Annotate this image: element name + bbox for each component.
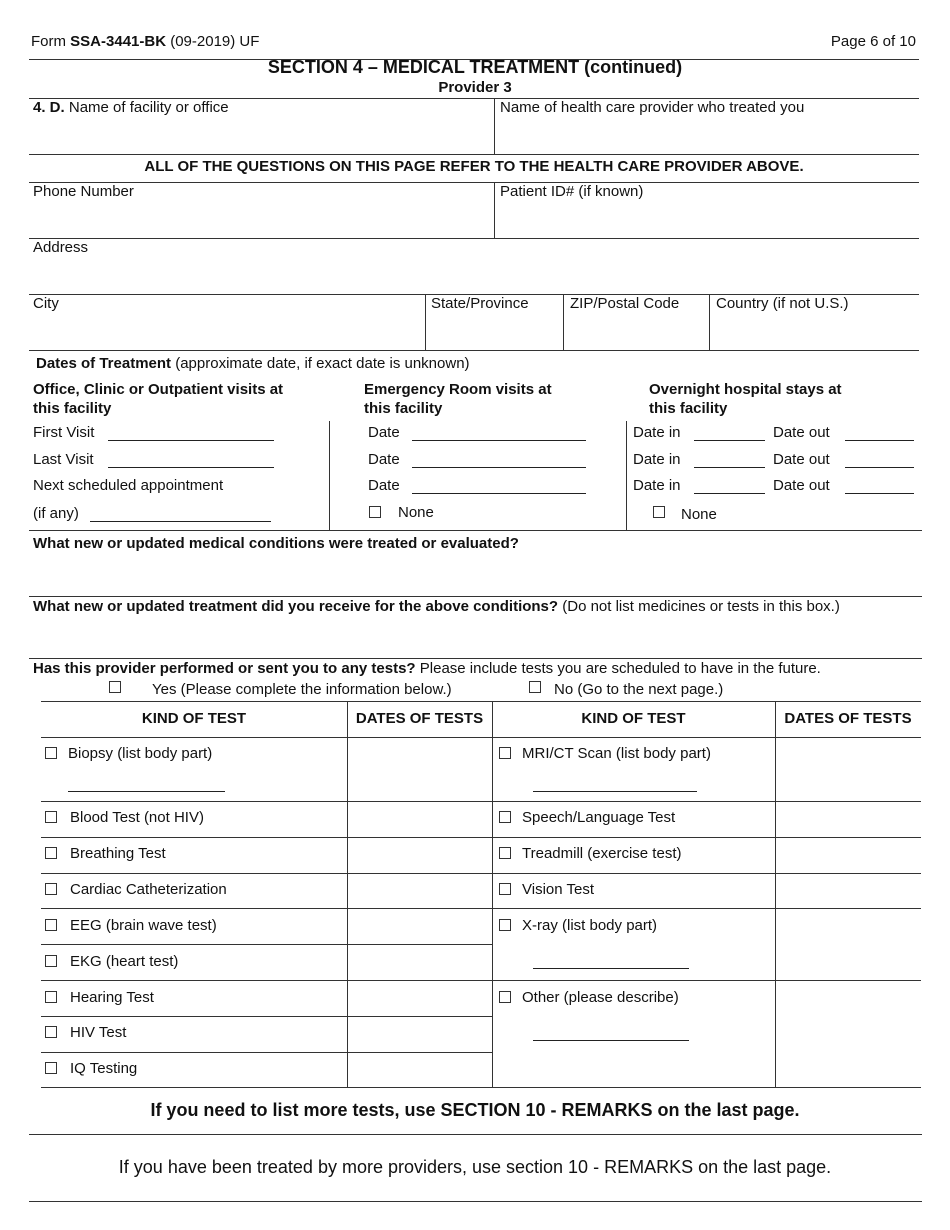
address-input[interactable] (33, 258, 913, 292)
tests-no-checkbox[interactable] (529, 681, 541, 693)
table-rule (41, 908, 492, 909)
eeg-checkbox[interactable] (45, 919, 57, 931)
divider (29, 530, 922, 531)
er-date-label: Date (368, 477, 400, 494)
xray-body-part-input[interactable] (533, 955, 689, 969)
other-test-checkbox[interactable] (499, 991, 511, 1003)
iq-testing-checkbox[interactable] (45, 1062, 57, 1074)
hearing-test-checkbox[interactable] (45, 991, 57, 1003)
date-out-input[interactable] (845, 454, 914, 468)
date-out-label: Date out (773, 477, 830, 494)
conditions-input[interactable] (33, 556, 918, 594)
office-visits-heading: Office, Clinic or Outpatient visits at this facility (33, 381, 284, 417)
date-in-label: Date in (633, 477, 681, 494)
hiv-test-checkbox[interactable] (45, 1026, 57, 1038)
test-label-hiv: HIV Test (70, 1024, 127, 1041)
breathing-test-dates-input[interactable] (349, 839, 490, 871)
facility-name-input[interactable] (33, 118, 488, 152)
if-any-label: (if any) (33, 505, 79, 522)
facility-name-label: 4. D. Name of facility or office (33, 99, 229, 116)
divider (626, 421, 627, 530)
kind-of-test-header: KIND OF TEST (141, 710, 247, 727)
dates-of-tests-header: DATES OF TESTS (355, 710, 484, 727)
notice-text: ALL OF THE QUESTIONS ON THIS PAGE REFER TO THE HEALTH CARE PROVIDER ABOVE. (144, 158, 804, 175)
more-tests-note: If you need to list more tests, use SECTION 10 - REMARKS on the last page. (150, 1100, 800, 1120)
divider (494, 98, 495, 154)
xray-dates-input[interactable] (777, 910, 919, 978)
divider (329, 421, 330, 530)
mri-dates-input[interactable] (777, 739, 919, 799)
blood-test-checkbox[interactable] (45, 811, 57, 823)
blood-test-dates-input[interactable] (349, 803, 490, 835)
table-rule (492, 801, 921, 802)
tests-yes-label: Yes (Please complete the information below.) (152, 681, 452, 698)
test-label-treadmill: Treadmill (exercise test) (522, 845, 682, 862)
er-date-input[interactable] (412, 427, 586, 441)
xray-checkbox[interactable] (499, 919, 511, 931)
next-appointment-input[interactable] (90, 508, 271, 522)
test-label-hearing: Hearing Test (70, 989, 154, 1006)
mri-ct-checkbox[interactable] (499, 747, 511, 759)
overnight-heading: Overnight hospital stays at this facility (649, 381, 842, 417)
eeg-dates-input[interactable] (349, 910, 490, 942)
overnight-none-label: None (681, 506, 717, 523)
test-label-vision: Vision Test (522, 881, 594, 898)
ekg-checkbox[interactable] (45, 955, 57, 967)
test-label-speech: Speech/Language Test (522, 809, 676, 826)
table-rule (41, 944, 492, 945)
er-date-input[interactable] (412, 454, 586, 468)
date-out-label: Date out (773, 451, 830, 468)
mri-body-part-input[interactable] (533, 778, 697, 792)
first-visit-input[interactable] (108, 427, 274, 441)
page-number: Page 6 of 10 (830, 33, 916, 50)
table-rule (41, 701, 921, 702)
test-label-biopsy: Biopsy (list body part) (68, 745, 213, 762)
more-providers-note: If you have been treated by more providers, use section 10 - REMARKS on the last page. (118, 1157, 832, 1177)
top-rule (29, 59, 919, 60)
table-rule (492, 701, 493, 1087)
divider (29, 658, 922, 659)
zip-input[interactable] (570, 314, 704, 348)
address-label: Address (33, 239, 89, 256)
speech-test-checkbox[interactable] (499, 811, 511, 823)
table-rule (41, 837, 492, 838)
table-rule (41, 1087, 921, 1088)
provider-name-label: Name of health care provider who treated you (500, 99, 805, 116)
divider (29, 154, 919, 155)
tests-yes-checkbox[interactable] (109, 681, 121, 693)
test-label-eeg: EEG (brain wave test) (70, 917, 217, 934)
date-out-input[interactable] (845, 480, 914, 494)
last-visit-label: Last Visit (33, 451, 94, 468)
table-rule (347, 701, 348, 1087)
test-label-blood: Blood Test (not HIV) (70, 809, 204, 826)
country-input[interactable] (716, 314, 914, 348)
date-in-label: Date in (633, 424, 681, 441)
table-rule (492, 873, 921, 874)
cardiac-cath-dates-input[interactable] (349, 875, 490, 907)
divider (29, 182, 919, 183)
table-rule (492, 980, 921, 981)
er-none-label: None (398, 504, 434, 521)
patient-id-input[interactable] (500, 202, 915, 236)
biopsy-dates-input[interactable] (349, 739, 490, 799)
vision-test-checkbox[interactable] (499, 883, 511, 895)
overnight-none-checkbox[interactable] (653, 506, 665, 518)
conditions-question: What new or updated medical conditions were treated or evaluated? (33, 535, 519, 552)
test-label-cardiac: Cardiac Catheterization (70, 881, 227, 898)
dates-title: Dates of Treatment (approximate date, if exact date is unknown) (36, 355, 470, 372)
date-out-input[interactable] (845, 427, 914, 441)
ekg-dates-input[interactable] (349, 946, 490, 978)
divider (494, 182, 495, 238)
patient-id-label: Patient ID# (if known) (500, 183, 644, 200)
treadmill-checkbox[interactable] (499, 847, 511, 859)
divider (29, 350, 919, 351)
first-visit-label: First Visit (33, 424, 95, 441)
table-rule (41, 1016, 492, 1017)
other-test-dates-input[interactable] (777, 982, 919, 1085)
biopsy-checkbox[interactable] (45, 747, 57, 759)
er-date-label: Date (368, 424, 400, 441)
hiv-test-dates-input[interactable] (349, 1018, 490, 1050)
treatment-input[interactable] (33, 619, 918, 656)
phone-input[interactable] (33, 202, 488, 236)
hearing-test-dates-input[interactable] (349, 982, 490, 1014)
table-rule (492, 908, 921, 909)
section-title: SECTION 4 – MEDICAL TREATMENT (continued) (267, 57, 683, 77)
table-rule (41, 873, 492, 874)
date-in-input[interactable] (694, 454, 765, 468)
tests-question: Has this provider performed or sent you to any tests? Please include tests you are scheduled to have in the future. (33, 660, 821, 677)
test-label-iq: IQ Testing (70, 1060, 138, 1077)
city-input[interactable] (33, 314, 418, 348)
zip-label: ZIP/Postal Code (570, 295, 680, 312)
divider (29, 238, 919, 239)
divider (425, 294, 426, 350)
table-rule (41, 801, 492, 802)
divider (29, 596, 922, 597)
state-label: State/Province (431, 295, 529, 312)
city-label: City (33, 295, 59, 312)
table-rule (41, 980, 492, 981)
iq-testing-dates-input[interactable] (349, 1054, 490, 1085)
treadmill-dates-input[interactable] (777, 839, 919, 871)
test-label-xray: X-ray (list body part) (522, 917, 658, 934)
dates-of-tests-header: DATES OF TESTS (784, 710, 912, 727)
test-label-breathing: Breathing Test (70, 845, 166, 862)
last-visit-input[interactable] (108, 454, 274, 468)
treatment-question: What new or updated treatment did you receive for the above conditions? (Do not list medicines or tests in this box.) (33, 598, 840, 615)
table-rule (492, 837, 921, 838)
test-label-mri: MRI/CT Scan (list body part) (522, 745, 711, 762)
table-rule (41, 737, 921, 738)
date-in-label: Date in (633, 451, 681, 468)
other-test-description-input[interactable] (533, 1027, 689, 1041)
country-label: Country (if not U.S.) (716, 295, 849, 312)
er-visits-heading: Emergency Room visits at this facility (364, 381, 552, 417)
date-in-input[interactable] (694, 427, 765, 441)
provider-name-input[interactable] (500, 118, 915, 152)
biopsy-body-part-input[interactable] (68, 778, 225, 792)
table-rule (41, 1052, 492, 1053)
test-label-ekg: EKG (heart test) (70, 953, 179, 970)
speech-test-dates-input[interactable] (777, 803, 919, 835)
divider (29, 1134, 922, 1135)
test-label-other: Other (please describe) (522, 989, 679, 1006)
divider (563, 294, 564, 350)
cardiac-cath-checkbox[interactable] (45, 883, 57, 895)
provider-label: Provider 3 (438, 79, 512, 96)
kind-of-test-header: KIND OF TEST (581, 710, 686, 727)
state-input[interactable] (431, 314, 559, 348)
divider (29, 1201, 922, 1202)
tests-no-label: No (Go to the next page.) (554, 681, 724, 698)
er-date-label: Date (368, 451, 400, 468)
date-out-label: Date out (773, 424, 830, 441)
er-none-checkbox[interactable] (369, 506, 381, 518)
vision-test-dates-input[interactable] (777, 875, 919, 907)
er-date-input[interactable] (412, 480, 586, 494)
table-rule (775, 701, 776, 1087)
date-in-input[interactable] (694, 480, 765, 494)
next-appointment-label: Next scheduled appointment (33, 477, 224, 494)
form-number: Form SSA-3441-BK (09-2019) UF (31, 33, 260, 50)
phone-label: Phone Number (33, 183, 134, 200)
breathing-test-checkbox[interactable] (45, 847, 57, 859)
divider (709, 294, 710, 350)
